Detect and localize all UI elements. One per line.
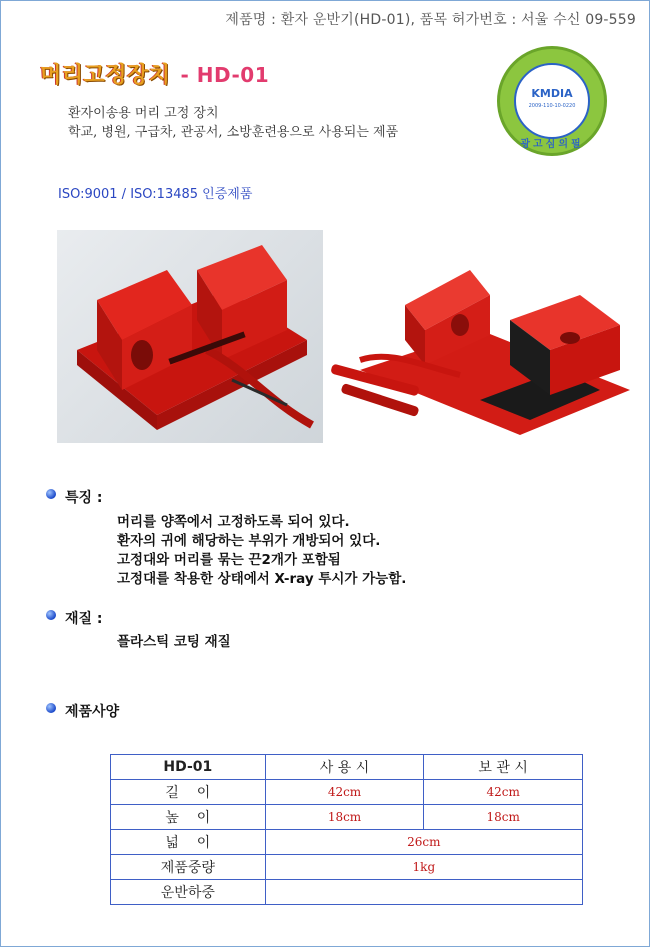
feature-item: 머리를 양쪽에서 고정하도록 되어 있다. [117, 514, 350, 530]
product-photo-parts [330, 250, 640, 450]
product-info-header: 제품명 : 환자 운반기(HD-01), 품목 허가번호 : 서울 수신 09-559 [225, 12, 636, 28]
head-immobilizer-parts-image [330, 250, 640, 450]
spec-header-use: 사 용 시 [265, 755, 424, 780]
spec-width-value: 26cm [265, 830, 582, 855]
feature-item: 환자의 귀에 해당하는 부위가 개방되어 있다. [117, 533, 381, 549]
product-model: - HD-01 [180, 63, 270, 87]
iso-certification: ISO:9001 / ISO:13485 인증제품 [58, 187, 253, 202]
seal-logo-text: KMDIA [531, 87, 573, 100]
table-row [111, 805, 583, 830]
kmdia-approval-seal [497, 46, 607, 156]
spec-label-height: 높 이 [111, 805, 266, 830]
seal-number: 2009-110-10-0220 [528, 103, 576, 109]
feature-item: 고정대와 머리를 묶는 끈2개가 포함됨 [117, 552, 341, 568]
spec-label-load: 운반하중 [111, 880, 266, 905]
spec-table [110, 754, 583, 905]
intro-text [68, 104, 398, 142]
specs-bullet-icon [46, 703, 56, 713]
table-row [111, 880, 583, 905]
material-value: 플라스틱 코팅 재질 [117, 634, 231, 650]
table-row [111, 855, 583, 880]
seal-center [514, 63, 590, 139]
table-row [111, 830, 583, 855]
intro-line: 환자이송용 머리 고정 장치 [68, 106, 219, 121]
spec-height-use: 18cm [265, 805, 424, 830]
intro-line: 학교, 병원, 구급차, 관공서, 소방훈련용으로 사용되는 제품 [68, 125, 399, 140]
feature-item: 고정대를 착용한 상태에서 X-ray 투시가 가능함. [117, 571, 407, 587]
head-immobilizer-assembled-image [57, 230, 323, 443]
spec-label-weight: 제품중량 [111, 855, 266, 880]
spec-weight-value: 1kg [265, 855, 582, 880]
spec-label-width: 넓 이 [111, 830, 266, 855]
table-row [111, 755, 583, 780]
product-name: 머리고정장치 [40, 63, 171, 88]
spec-length-use: 42cm [265, 780, 424, 805]
spec-load-value [265, 880, 582, 905]
features-title: 특징 : [65, 490, 103, 506]
material-bullet-icon [46, 610, 56, 620]
spec-height-store: 18cm [424, 805, 583, 830]
spec-length-store: 42cm [424, 780, 583, 805]
table-row [111, 780, 583, 805]
material-title: 재질 : [65, 611, 103, 627]
product-photo-assembled [57, 230, 323, 443]
features-bullet-icon [46, 489, 56, 499]
page-title [40, 58, 269, 89]
spec-header-store: 보 관 시 [424, 755, 583, 780]
seal-bottom-text: 광고심의필 [520, 139, 584, 150]
specs-title: 제품사양 [65, 704, 120, 720]
spec-label-length: 길 이 [111, 780, 266, 805]
spec-header-model: HD-01 [111, 755, 266, 780]
